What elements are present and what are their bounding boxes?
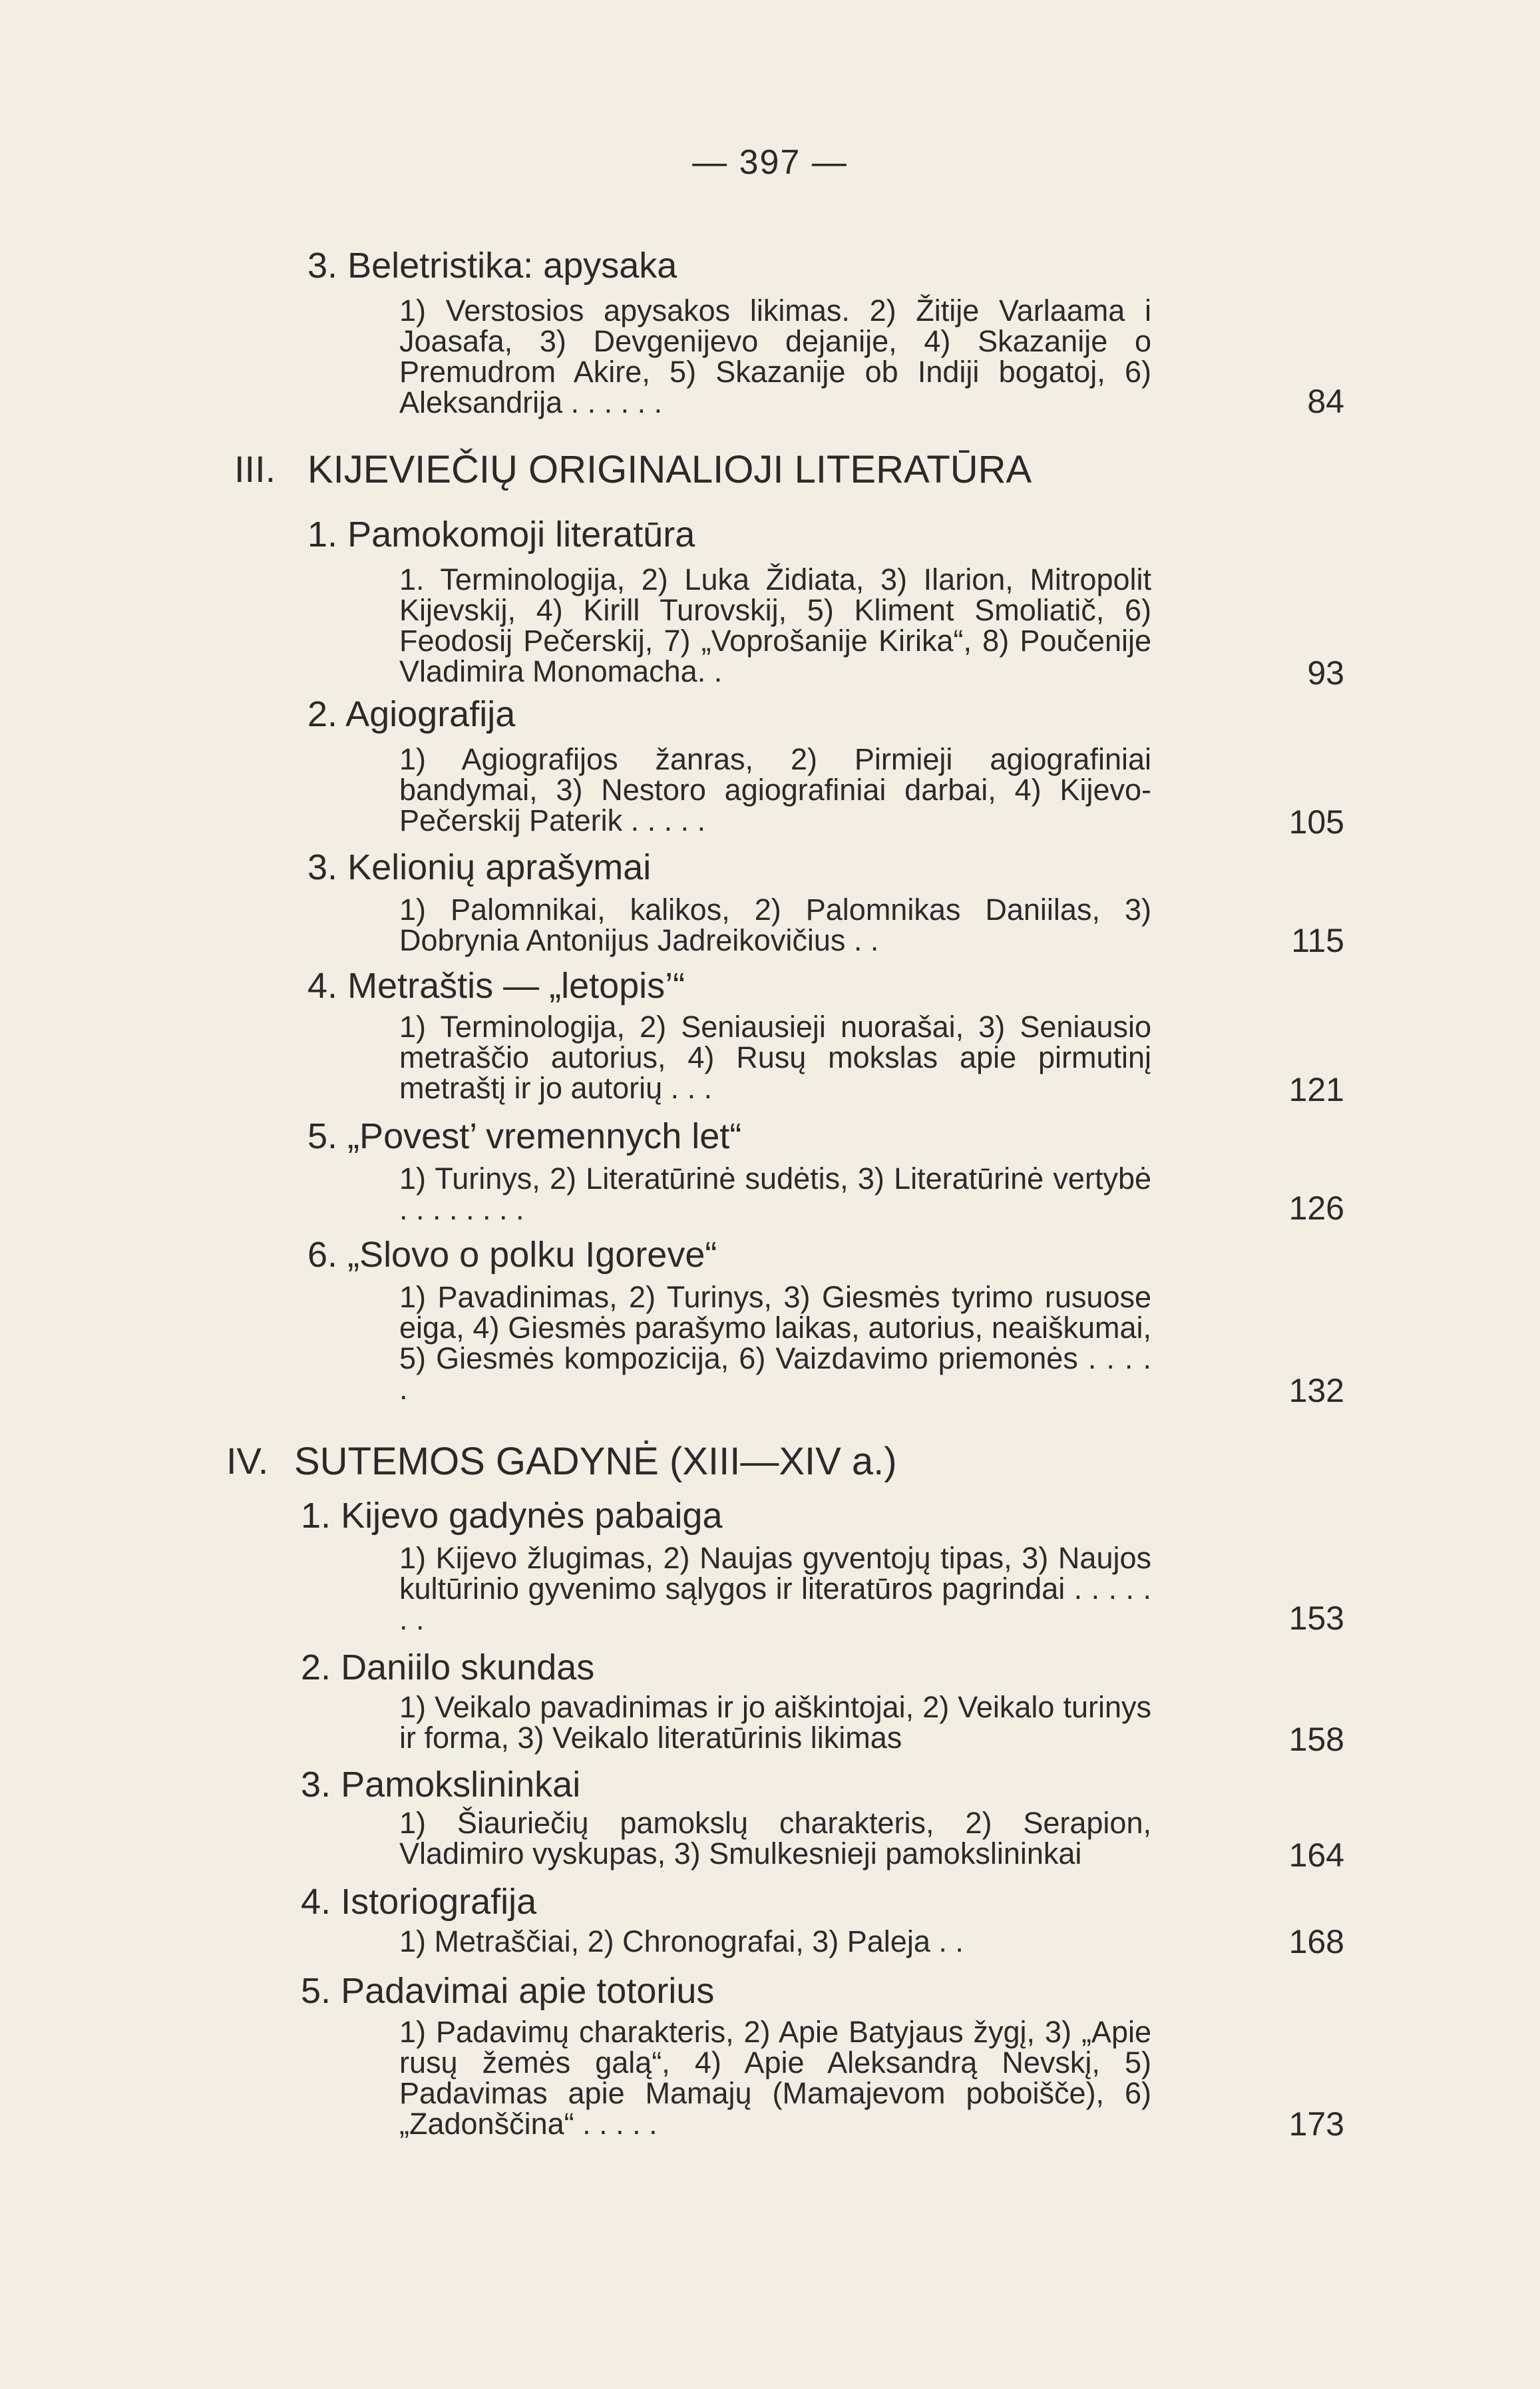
section-heading: 4. Istoriografija	[301, 1882, 537, 1922]
toc-entry-text: 1) Turinys, 2) Literatūrinė sudėtis, 3) Literatūrinė vertybė . . . . . . . .	[399, 1162, 1151, 1226]
section-heading: 5. „Povest’ vremennych let“	[307, 1116, 742, 1156]
toc-page-ref: 84	[1307, 383, 1344, 420]
toc-page-ref: 153	[1288, 1600, 1344, 1637]
part-heading: SUTEMOS GADYNĖ (XIII—XIV a.)	[294, 1440, 897, 1483]
toc-page-ref: 168	[1288, 1923, 1344, 1960]
toc-entry-text: 1) Šiauriečių pamokslų charakteris, 2) Serapion, Vladimiro vyskupas, 3) Smulkesnieji pamokslininkai	[399, 1806, 1151, 1870]
toc-entry-text: 1) Pavadinimas, 2) Turinys, 3) Giesmės tyrimo rusuose eiga, 4) Giesmės parašymo laikas, autorius, neaiškumai, 5) Giesmės kompozicija, 6) Vaizdavimo priemonės . . . . .	[399, 1280, 1151, 1406]
part-numeral: III.	[234, 448, 276, 490]
toc-entry-text: 1) Terminologija, 2) Seniausieji nuorašai, 3) Seniausio metraščio autorius, 4) Rusų mokslas apie pirmutinį metraštį ir jo autorių . . .	[399, 1010, 1151, 1105]
toc-page-ref: 105	[1288, 803, 1344, 841]
toc-page-ref: 164	[1288, 1837, 1344, 1874]
toc-page-ref: 173	[1288, 2105, 1344, 2143]
toc-entry-text: 1) Padavimų charakteris, 2) Apie Batyjaus žygį, 3) „Apie rusų žemės galą“, 4) Apie Aleksandrą Nevskį, 5) Padavimas apie Mamajų (Mamajevom poboišče), 6) „Zadonščina“ . . . . .	[399, 2015, 1151, 2141]
toc-page-ref: 132	[1288, 1372, 1344, 1409]
section-heading: 5. Padavimai apie totorius	[301, 1971, 715, 2011]
page-number: — 397 —	[692, 143, 848, 182]
toc-entry-text: 1. Terminologija, 2) Luka Židiata, 3) Ilarion, Mitropolit Kijevskij, 4) Kirill Turovskij, 5) Kliment Smoliatič, 6) Feodosij Pečerskij, 7) „Voprošanije Kirika“, 8) Poučenije Vladimira Monomacha. .	[399, 562, 1151, 688]
toc-page-ref: 93	[1307, 654, 1344, 692]
part-numeral: IV.	[226, 1440, 269, 1482]
section-heading: 3. Beletristika: apysaka	[307, 246, 677, 286]
toc-entry-text: 1) Verstosios apysakos likimas. 2) Žitije Varlaama i Joasafa, 3) Devgenijevo dejanije, 4) Skazanije o Premudrom Akire, 5) Skazanije ob Indiji bogatoj, 6) Aleksandrija . . . . . .	[399, 294, 1151, 419]
section-heading: 6. „Slovo o polku Igoreve“	[307, 1235, 717, 1275]
section-heading: 3. Kelionių aprašymai	[307, 847, 652, 887]
toc-page-ref: 121	[1288, 1071, 1344, 1108]
section-heading: 2. Agiografija	[307, 694, 516, 734]
toc-page-ref: 158	[1288, 1721, 1344, 1758]
toc-entry-text: 1) Agiografijos žanras, 2) Pirmieji agiografiniai bandymai, 3) Nestoro agiografiniai darbai, 4) Kijevo-Pečerskij Paterik . . . . .	[399, 742, 1151, 837]
toc-page-ref: 126	[1288, 1190, 1344, 1227]
toc-entry-text: 1) Palomnikai, kalikos, 2) Palomnikas Daniilas, 3) Dobrynia Antonijus Jadreikovičius . .	[399, 893, 1151, 957]
toc-page-ref: 115	[1291, 922, 1344, 959]
toc-entry-text: 1) Kijevo žlugimas, 2) Naujas gyventojų tipas, 3) Naujos kultūrinio gyvenimo sąlygos ir literatūros pagrindai . . . . . . .	[399, 1541, 1151, 1636]
section-heading: 4. Metraštis — „letopis’“	[307, 966, 685, 1006]
toc-entry-text: 1) Metraščiai, 2) Chronografai, 3) Paleja . .	[399, 1924, 964, 1958]
part-heading: KIJEVIEČIŲ ORIGINALIOJI LITERATŪRA	[307, 448, 1032, 491]
section-heading: 1. Pamokomoji literatūra	[307, 515, 695, 554]
section-heading: 1. Kijevo gadynės pabaiga	[301, 1496, 723, 1536]
toc-entry-text: 1) Veikalo pavadinimas ir jo aiškintojai, 2) Veikalo turinys ir forma, 3) Veikalo literatūrinis likimas	[399, 1690, 1151, 1755]
section-heading: 2. Daniilo skundas	[301, 1647, 595, 1687]
section-heading: 3. Pamokslininkai	[301, 1765, 581, 1805]
